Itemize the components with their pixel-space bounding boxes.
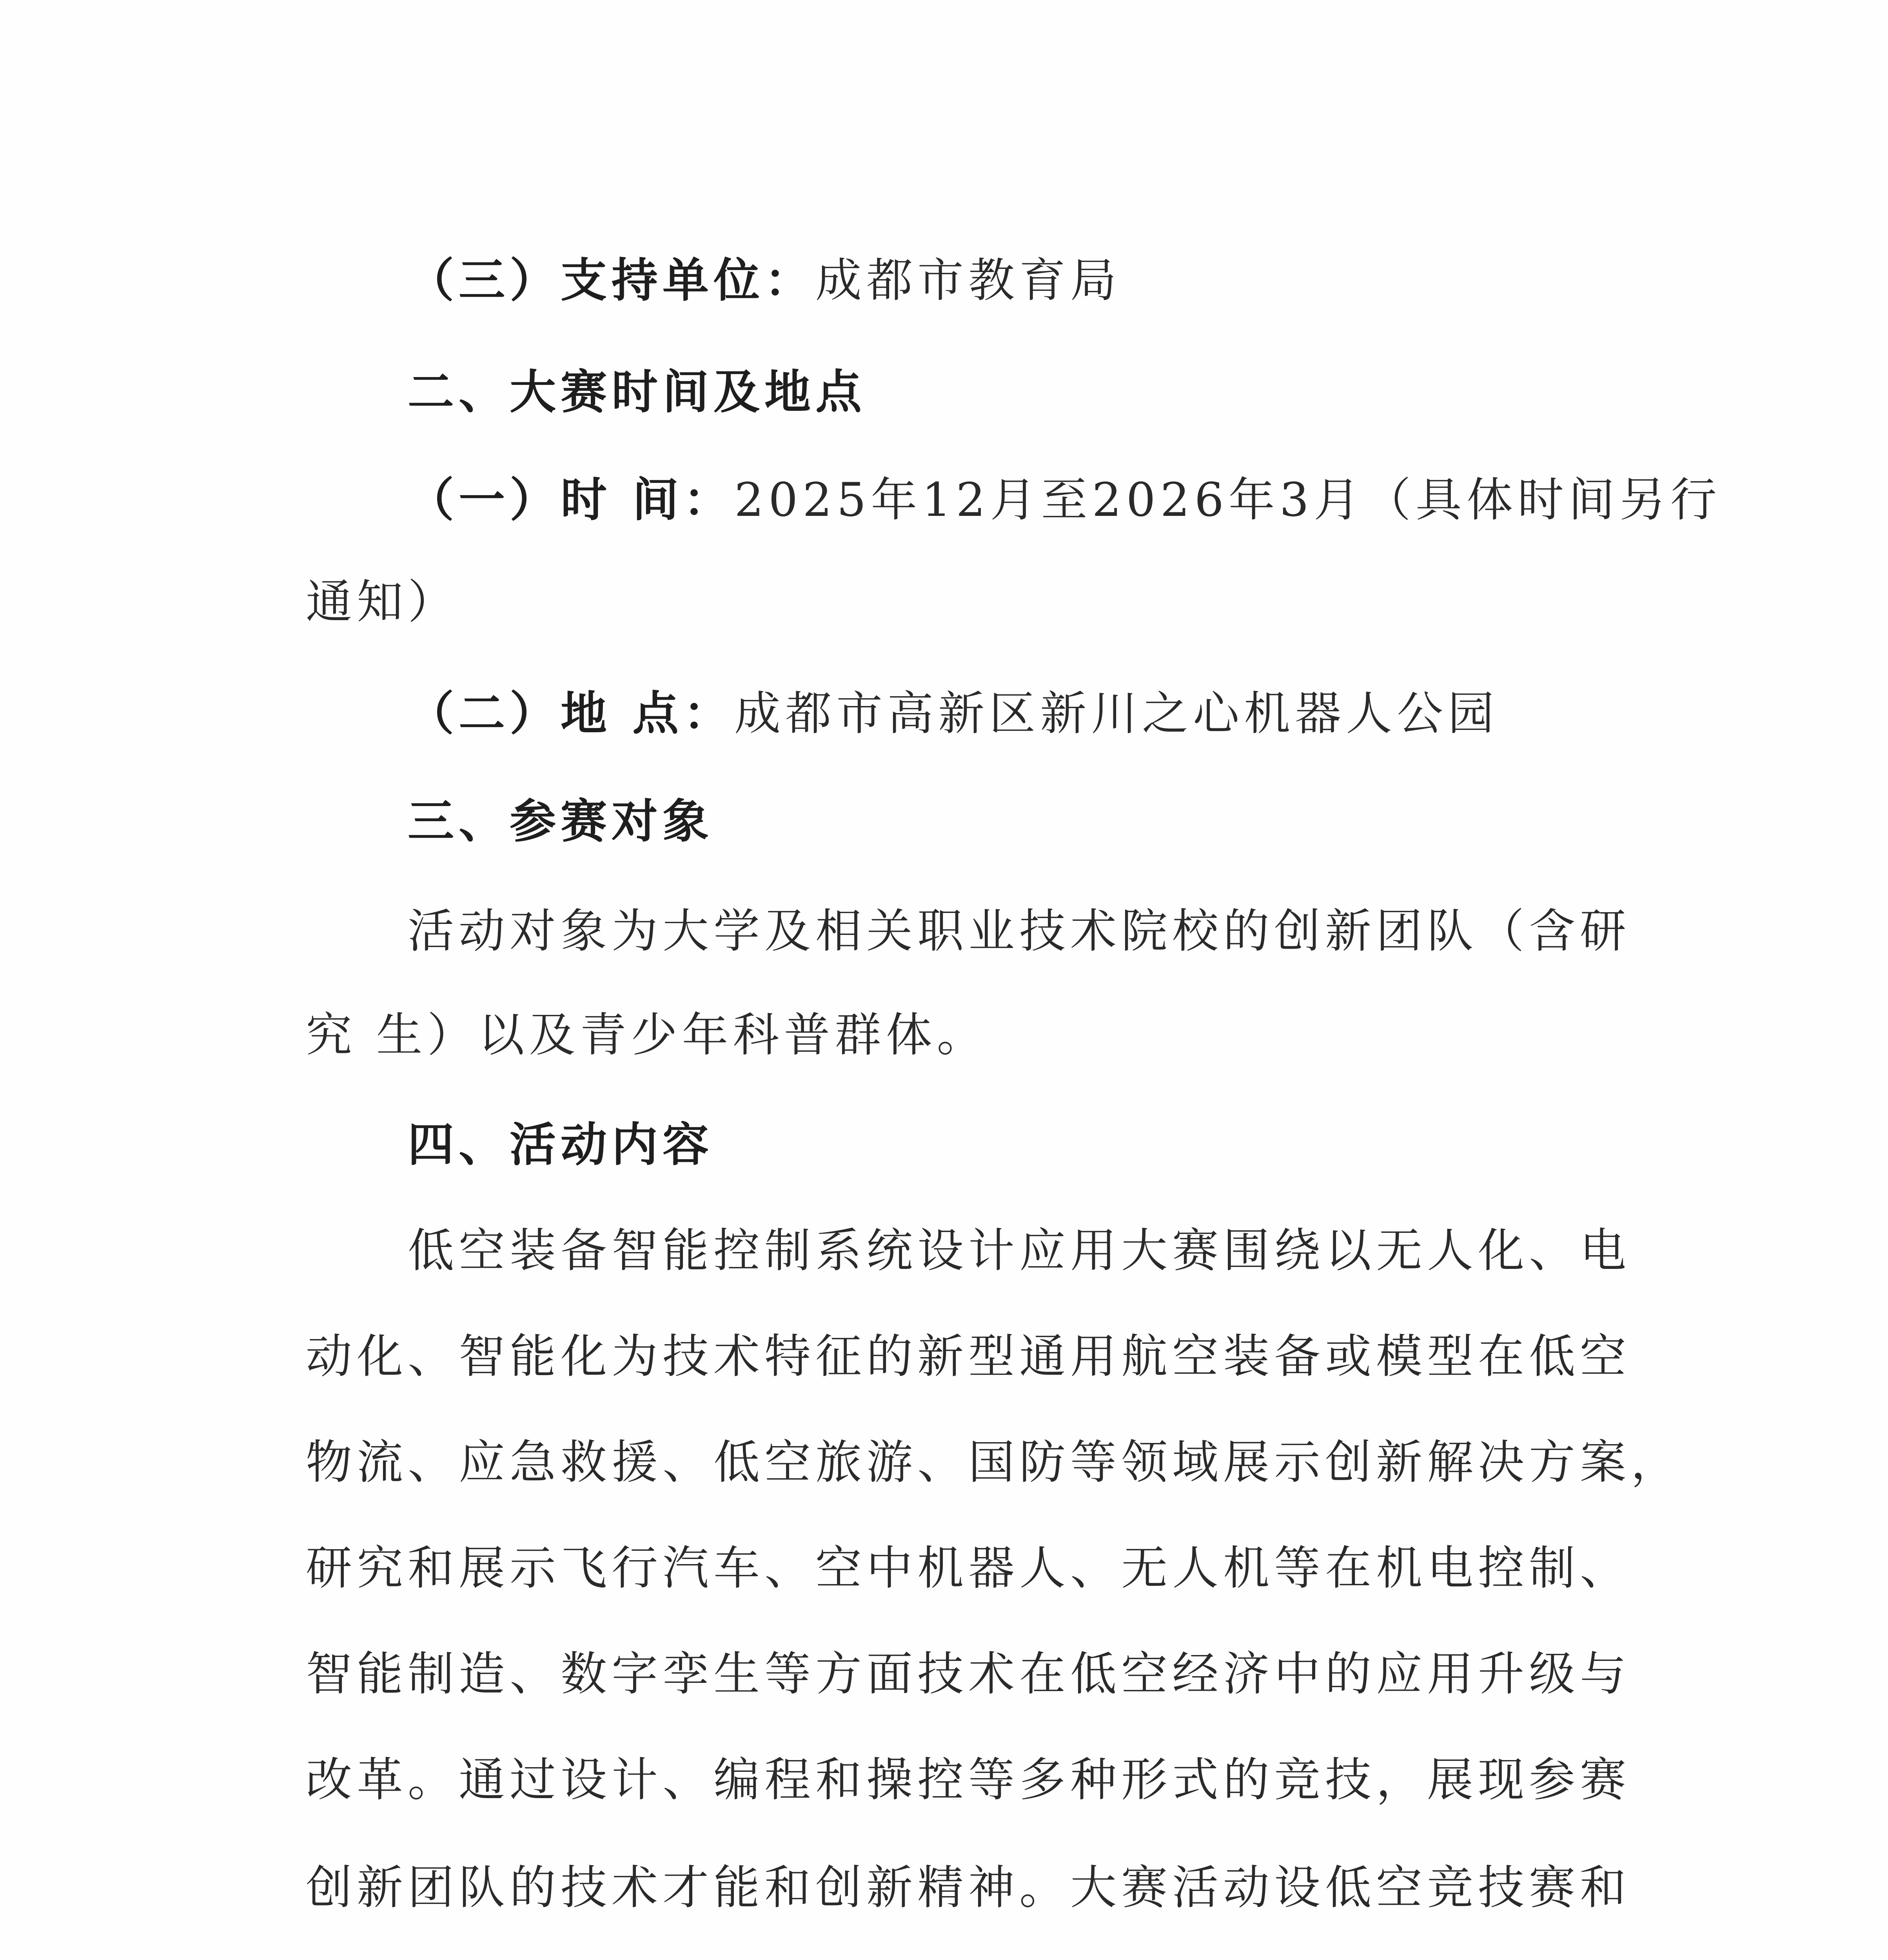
- place-label: （二）地 点：: [408, 686, 735, 740]
- participants-line-1: 活动对象为大学及相关职业技术院校的创新团队（含研: [408, 904, 1631, 958]
- activities-para-line-1: 低空装备智能控制系统设计应用大赛围绕以无人化、电: [408, 1223, 1631, 1278]
- place-line: [408, 676, 1499, 751]
- activities-para-line-8: [306, 1956, 815, 1960]
- participants-line-2: 究 生）以及青少年科普群体。: [306, 1008, 988, 1062]
- activities-para-line-5: 智能制造、数字孪生等方面技术在低空经济中的应用升级与: [306, 1647, 1631, 1701]
- section-heading-participants: 三、参赛对象: [408, 794, 714, 848]
- place-value: 成都市高新区新川之心机器人公园: [734, 686, 1499, 740]
- time-value: 2025年12月至2026年3月（具体时间另行: [734, 473, 1721, 527]
- support-unit-label: （三）支持单位：: [408, 253, 816, 307]
- section-heading-time-place: 二、大赛时间及地点: [408, 365, 867, 419]
- activities-para-line-7: 创新团队的技术才能和创新精神。大赛活动设低空竞技赛和: [306, 1860, 1631, 1915]
- time-line: [408, 463, 1721, 537]
- activities-para-line-4: 研究和展示飞行汽车、空中机器人、无人机等在机电控制、: [306, 1541, 1631, 1595]
- activities-para-line-6: 改革。通过设计、编程和操控等多种形式的竞技，展现参赛: [306, 1753, 1631, 1807]
- activities-para-line-3: 物流、应急救援、低空旅游、国防等领域展示创新解决方案，: [306, 1435, 1682, 1489]
- time-label: （一）时 间：: [408, 473, 735, 527]
- activities-para-line-2: 动化、智能化为技术特征的新型通用航空装备或模型在低空: [306, 1329, 1631, 1383]
- section-heading-activities: 四、活动内容: [408, 1118, 714, 1172]
- time-line-continued: 通知）: [306, 575, 459, 629]
- support-unit-value: 成都市教育局: [815, 253, 1122, 307]
- support-unit-line: [408, 243, 1121, 318]
